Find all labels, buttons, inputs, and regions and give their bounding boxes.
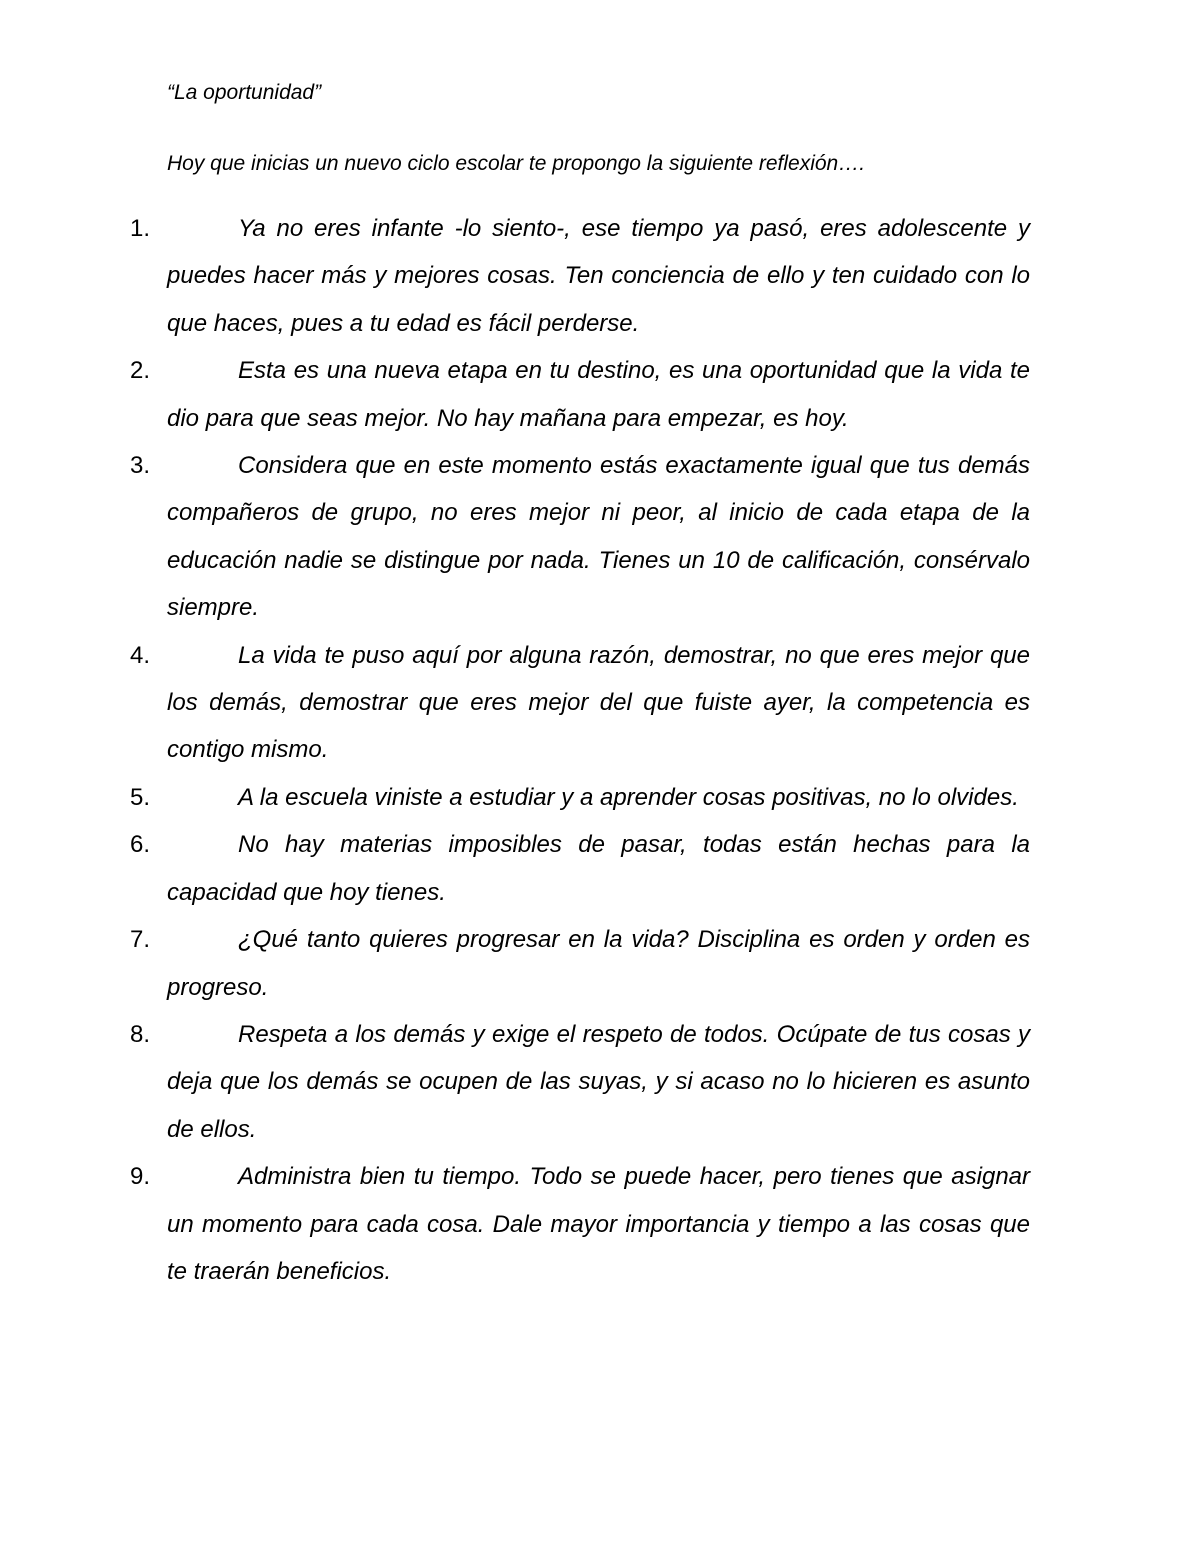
- list-item-text: Considera que en este momento estás exactamente igual que tus demás compañeros de grupo, no eres mejor ni peor, al inicio de cada etapa de la educación nadie se distingue por nada. Tienes un 10 de calificación, consérvalo siempre.: [167, 452, 1030, 622]
- list-item-number: 8.: [130, 1020, 151, 1048]
- list-item: [0, 442, 1030, 632]
- list-item-text: Administra bien tu tiempo. Todo se puede hacer, pero tienes que asignar un momento para cada cosa. Dale mayor importancia y tiempo a las cosas que te traerán beneficios.: [167, 1163, 1030, 1285]
- list-item-text: ¿Qué tanto quieres progresar en la vida? Disciplina es orden y orden es progreso.: [167, 926, 1030, 1001]
- list-item-text: Esta es una nueva etapa en tu destino, es una oportunidad que la vida te dio para que seas mejor. No hay mañana para empezar, es hoy.: [167, 357, 1030, 432]
- reflection-list: [0, 205, 1200, 1295]
- list-item: [0, 1011, 1030, 1153]
- list-item-number: 9.: [130, 1163, 151, 1191]
- list-item: [0, 632, 1030, 774]
- list-item: [0, 1153, 1030, 1295]
- list-item: [0, 774, 1030, 821]
- list-item: [0, 916, 1030, 1011]
- list-item-text: No hay materias imposibles de pasar, todas están hechas para la capacidad que hoy tienes.: [167, 831, 1030, 906]
- list-item-text: Ya no eres infante -lo siento-, ese tiempo ya pasó, eres adolescente y puedes hacer más y mejores cosas. Ten conciencia de ello y ten cuidado con lo que haces, pues a tu edad es fácil perderse.: [167, 215, 1030, 337]
- list-item: [0, 205, 1030, 347]
- list-item-number: 2.: [130, 357, 151, 385]
- list-item: [0, 347, 1030, 442]
- document-title: “La oportunidad”: [167, 81, 322, 104]
- list-item-text: Respeta a los demás y exige el respeto de todos. Ocúpate de tus cosas y deja que los demás se ocupen de las suyas, y si acaso no lo hicieren es asunto de ellos.: [167, 1020, 1030, 1143]
- list-item-number: 1.: [130, 215, 151, 242]
- list-item-number: 5.: [130, 783, 151, 811]
- list-item: [0, 821, 1030, 916]
- list-item-number: 6.: [130, 831, 151, 859]
- list-item-text: A la escuela viniste a estudiar y a aprender cosas positivas, no lo olvides.: [238, 783, 1019, 811]
- list-item-number: 4.: [130, 641, 151, 669]
- list-item-text: La vida te puso aquí por alguna razón, demostrar, no que eres mejor que los demás, demostrar que eres mejor del que fuiste ayer, la competencia es contigo mismo.: [167, 641, 1030, 764]
- document-intro: Hoy que inicias un nuevo ciclo escolar te propongo la siguiente reflexión….: [167, 152, 866, 175]
- list-item-number: 7.: [130, 926, 151, 954]
- list-item-number: 3.: [130, 452, 151, 480]
